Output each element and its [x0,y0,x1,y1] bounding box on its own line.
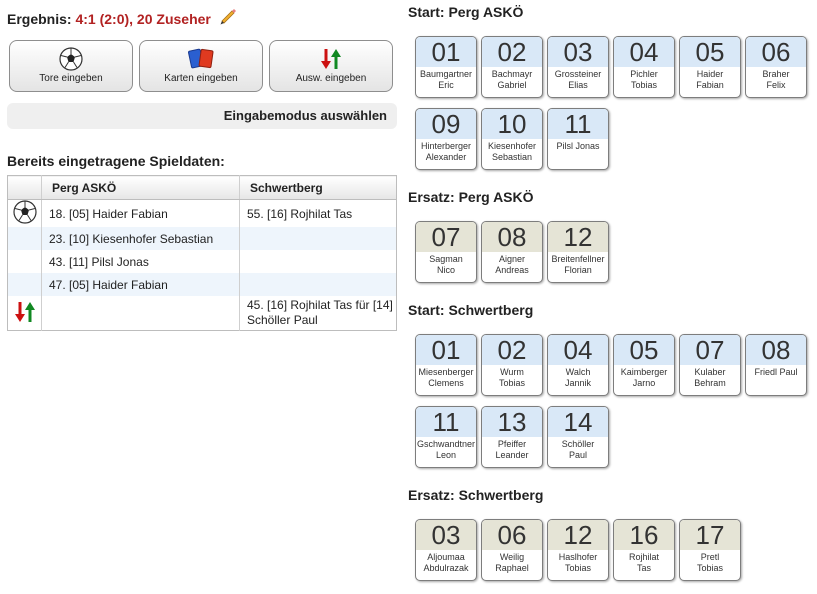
pencil-icon[interactable] [219,8,237,29]
player-number: 12 [548,222,608,252]
player-name-line: Kulaber [694,367,726,377]
player-name-line: Jarno [632,378,656,388]
player-name-line: Clemens [428,378,464,388]
player-card[interactable] [547,334,609,396]
player-number: 01 [416,335,476,365]
event-type-cell [8,250,42,273]
player-name-line: Aljoumaa [427,552,465,562]
soccer-ball-icon [59,47,83,71]
group-title: Start: Perg ASKÖ [408,4,524,20]
event-type-cell [8,227,42,250]
player-name-line: Walch [565,367,591,377]
player-card[interactable] [613,519,675,581]
event-away[interactable] [240,250,397,273]
table-row [8,250,397,273]
player-card[interactable] [547,108,609,170]
input-mode-selector[interactable] [7,103,397,129]
player-number: 12 [548,520,608,550]
player-card[interactable] [613,36,675,98]
player-card[interactable] [415,406,477,468]
result-label: Ergebnis: [7,11,72,27]
player-name-line: Kaimberger [620,367,668,377]
player-number: 11 [416,407,476,437]
player-card[interactable] [547,36,609,98]
cards-icon [186,47,216,71]
enter-substitutions-label: Ausw. eingeben [295,73,367,84]
table-row [8,200,397,228]
table-row [8,227,397,250]
player-name-line: Rojhilat [628,552,659,562]
event-home[interactable]: 23. [10] Kiesenhofer Sebastian [42,227,240,250]
event-away[interactable]: 45. [16] Rojhilat Tas für [14] Schöller Paul [247,298,393,327]
event-home[interactable]: 47. [05] Haider Fabian [42,273,240,296]
result-value: 4:1 (2:0), 20 Zuseher [75,11,211,27]
player-name-line: Schöller [561,439,595,449]
player-name-line: Felix [766,80,786,90]
player-name-line: Haslhofer [558,552,598,562]
player-name-line: Leon [435,450,457,460]
player-number: 03 [548,37,608,67]
player-card[interactable] [481,334,543,396]
player-number: 06 [482,520,542,550]
player-name-line: Hinterberger [420,141,472,151]
player-number: 09 [416,109,476,139]
events-header-row [8,176,397,200]
player-name-line: Tobias [696,563,723,573]
player-name-line: Nico [436,265,455,275]
player-name-line: Tobias [498,378,525,388]
events-header-icon [8,176,42,200]
player-number: 11 [548,109,608,139]
player-name-line: Abdulrazak [423,563,469,573]
table-row [8,273,397,296]
player-card[interactable] [745,334,807,396]
player-name-line: Gabriel [497,80,527,90]
player-name-line: Bachmayr [491,69,533,79]
player-card[interactable] [481,36,543,98]
player-card[interactable] [415,334,477,396]
event-home[interactable]: 18. [05] Haider Fabian [42,200,240,228]
player-name-line: Baumgartner [419,69,473,79]
player-card[interactable] [679,334,741,396]
player-number: 04 [548,335,608,365]
player-name-line: Wurm [500,367,524,377]
enter-cards-button[interactable] [139,40,263,92]
player-name-line: Leander [495,450,529,460]
player-number: 05 [680,37,740,67]
player-card[interactable] [679,519,741,581]
player-card[interactable] [481,406,543,468]
player-number: 07 [680,335,740,365]
player-name-line: Gschwandtner [416,439,476,449]
event-away[interactable]: 55. [16] Rojhilat Tas [247,206,353,221]
event-type-cell [8,296,42,331]
player-name-line: Behram [694,378,726,388]
player-number: 02 [482,37,542,67]
player-card[interactable] [415,108,477,170]
input-buttons [9,40,393,94]
player-name-line: Tobias [630,80,657,90]
player-name-line: Fabian [696,80,724,90]
player-card[interactable] [547,221,609,283]
player-number: 14 [548,407,608,437]
player-card[interactable] [415,519,477,581]
player-number: 17 [680,520,740,550]
player-card[interactable] [547,519,609,581]
player-name-line: Pfeiffer [497,439,527,449]
match-result [7,8,237,29]
player-name-line: Pretl [700,552,720,562]
player-card[interactable] [481,221,543,283]
player-number: 10 [482,109,542,139]
player-number: 06 [746,37,806,67]
player-name-line: Sebastian [491,152,533,162]
player-name-line: Tobias [564,563,591,573]
player-number: 08 [746,335,806,365]
player-number: 13 [482,407,542,437]
player-name-line: Raphael [495,563,529,573]
event-away[interactable] [240,273,397,296]
player-name-line: Andreas [495,265,529,275]
events-title: Bereits eingetragene Spieldaten: [7,153,225,169]
player-card[interactable] [547,406,609,468]
player-name-line: Elias [568,80,588,90]
player-card[interactable] [481,519,543,581]
enter-substitutions-button[interactable] [269,40,393,92]
player-name-line: Grossteiner [554,69,602,79]
group-title: Ersatz: Schwertberg [408,487,544,503]
player-name-line: Pichler [630,69,658,79]
substitution-arrows-icon [13,300,37,324]
player-card[interactable] [745,36,807,98]
events-header-home: Perg ASKÖ [42,176,240,200]
player-name-line: Braher [762,69,790,79]
player-name-line: Florian [564,265,592,275]
event-away[interactable] [240,227,397,250]
event-home[interactable]: 43. [11] Pilsl Jonas [42,250,240,273]
player-number: 08 [482,222,542,252]
player-name-line: Kiesenhofer [487,141,537,151]
table-row [8,296,397,331]
player-number: 16 [614,520,674,550]
player-name-line: Breitenfellner [551,254,605,264]
group-title: Ersatz: Perg ASKÖ [408,189,534,205]
enter-goals-label: Tore eingeben [39,73,103,84]
player-card[interactable] [679,36,741,98]
events-header-away: Schwertberg [240,176,397,200]
event-type-cell [8,273,42,296]
player-card[interactable] [613,334,675,396]
player-name-line: Miesenberger [418,367,474,377]
player-number: 07 [416,222,476,252]
player-name-line: Weilig [499,552,525,562]
player-number: 01 [416,37,476,67]
player-card[interactable] [415,36,477,98]
player-name-line: Jannik [564,378,591,388]
player-number: 02 [482,335,542,365]
event-type-cell [8,200,42,228]
player-name-line: Pilsl Jonas [556,141,600,151]
soccer-ball-icon [13,200,37,224]
player-card[interactable] [415,221,477,283]
player-number: 03 [416,520,476,550]
player-number: 04 [614,37,674,67]
group-title: Start: Schwertberg [408,302,534,318]
enter-goals-button[interactable] [9,40,133,92]
player-name-line: Paul [568,450,587,460]
player-name-line: Alexander [425,152,467,162]
player-card[interactable] [481,108,543,170]
event-home[interactable] [42,296,240,331]
player-name-line: Sagman [429,254,463,264]
player-name-line: Eric [438,80,454,90]
substitution-arrows-icon [319,47,343,71]
events-table [7,175,397,331]
player-name-line: Aigner [498,254,525,264]
enter-cards-label: Karten eingeben [164,73,238,84]
player-name-line: Friedl Paul [754,367,798,377]
player-name-line: Tas [636,563,651,573]
player-number: 05 [614,335,674,365]
player-name-line: Haider [696,69,724,79]
input-mode-label: Eingabemodus auswählen [223,108,387,123]
